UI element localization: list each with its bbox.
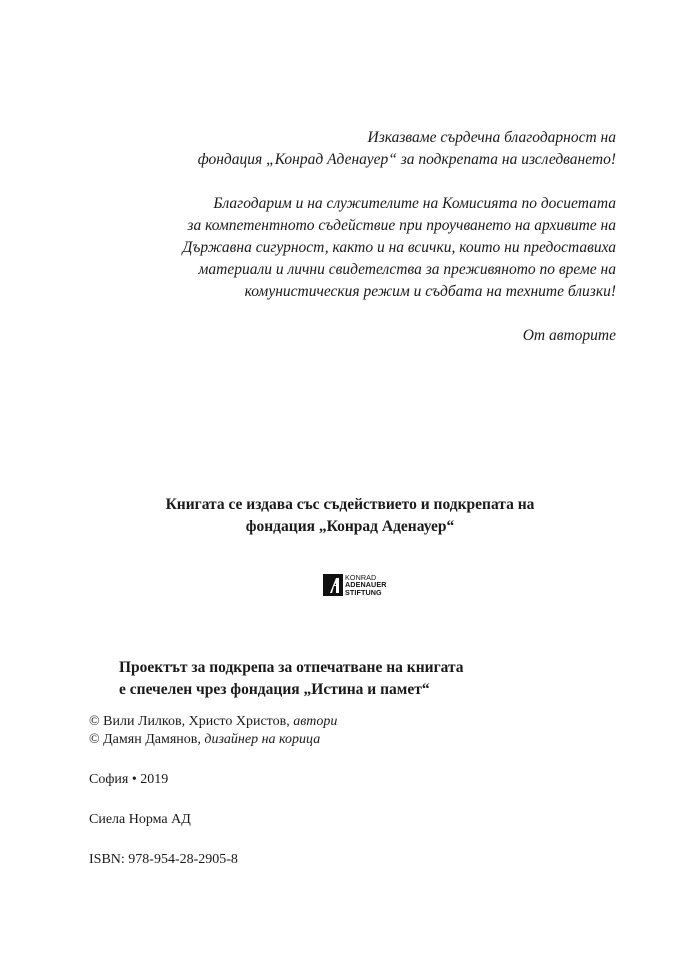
ack-signature: От авторите	[522, 327, 616, 344]
ack-line: Държавна сигурност, както и на всички, които ни предоставиха	[182, 239, 616, 256]
publisher: Сиела Норма АД	[89, 812, 191, 827]
ack-line: за компетентното съдействие при проучването на архивите на	[187, 217, 616, 234]
kas-logo-line: STIFTUNG	[345, 587, 382, 597]
credit-role: автори	[293, 714, 338, 729]
isbn: ISBN: 978-954-28-2905-8	[89, 852, 238, 867]
credit-names: © Вили Лилков, Христо Христов,	[89, 714, 294, 729]
support-line: фондация „Конрад Аденауер“	[245, 518, 455, 535]
credit-authors	[89, 713, 337, 731]
ack-line: материали и лични свидетелства за преживяното по време на	[198, 261, 616, 278]
ack-line: фондация „Конрад Аденауер“ за подкрепата на изследването!	[197, 151, 616, 168]
ack-line: Изказваме сърдечна благодарност на	[367, 129, 616, 146]
kas-logo-icon	[323, 574, 343, 596]
credit-role: дизайнер на корица	[204, 732, 321, 747]
support-statement	[0, 494, 700, 538]
imprint-block	[89, 713, 337, 869]
acknowledgement-block	[96, 127, 616, 347]
kas-logo-line: ADENAUER	[345, 580, 387, 590]
kas-logo-line: KONRAD	[345, 572, 377, 582]
place-year: София • 2019	[89, 772, 169, 787]
support-line: Книгата се издава със съдействието и подкрепата на	[165, 496, 535, 513]
credit-names: © Дамян Дамянов,	[89, 732, 205, 747]
kas-logo	[323, 573, 408, 597]
ack-line: Благодарим и на служителите на Комисията по досиетата	[213, 195, 616, 212]
project-statement	[119, 657, 464, 701]
kas-logo-text	[345, 574, 387, 597]
project-line: е спечелен чрез фондация „Истина и памет“	[119, 681, 430, 698]
ack-line: комунистическия режим и съдбата на техните близки!	[244, 283, 616, 300]
credit-designer	[89, 731, 337, 749]
project-line: Проектът за подкрепа за отпечатване на книгата	[119, 659, 464, 676]
